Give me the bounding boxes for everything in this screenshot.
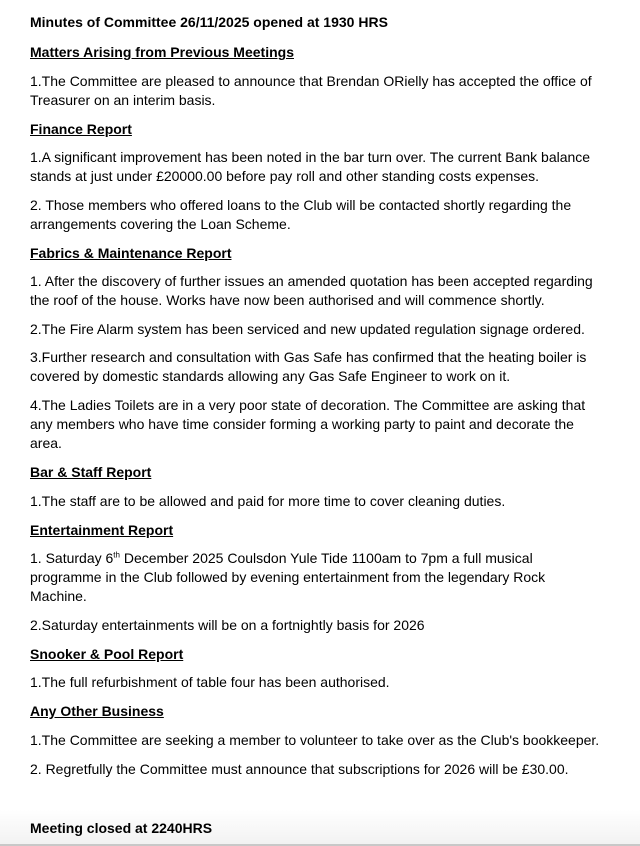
superscript: th: [113, 550, 120, 560]
paragraph: 1.The staff are to be allowed and paid for more time to cover cleaning duties.: [30, 493, 506, 509]
paragraph: 1. After the discovery of further issues an amended quotation has been accepted regarding the roof of the house. Works have now been authorised and will commence shortly.: [30, 273, 593, 308]
heading-finance-report: Finance Report: [30, 121, 132, 137]
paragraph: 2.The Fire Alarm system has been serviced and new updated regulation signage ordered.: [30, 321, 585, 337]
document-title: Minutes of Committee 26/11/2025 opened at 1930 HRS: [30, 14, 388, 30]
heading-entertainment-report: Entertainment Report: [30, 522, 174, 538]
paragraph: 1.The full refurbishment of table four has been authorised.: [30, 674, 390, 690]
paragraph: 1.The Committee are pleased to announce that Brendan ORielly has accepted the office of Treasurer on an interim basis.: [30, 73, 592, 108]
paragraph: 3.Further research and consultation with Gas Safe has confirmed that the heating boiler is covered by domestic standards allowing any Gas Safe Engineer to work on it.: [30, 349, 587, 384]
paragraph: 4.The Ladies Toilets are in a very poor state of decoration. The Committee are asking that any members who have time consider forming a working party to paint and decorate the area.: [30, 397, 586, 451]
heading-any-other-business: Any Other Business: [30, 703, 164, 719]
paragraph: 1.The Committee are seeking a member to volunteer to take over as the Club's bookkeeper.: [30, 732, 600, 748]
paragraph: 1.A significant improvement has been noted in the bar turn over. The current Bank balance stands at just under £20000.00 before pay roll and other standing costs expenses.: [30, 149, 591, 184]
paragraph: [30, 549, 605, 606]
heading-bar-staff-report: Bar & Staff Report: [30, 464, 152, 480]
meeting-closed-text: Meeting closed at 2240HRS: [30, 820, 213, 836]
paragraph: 2.Saturday entertainments will be on a fortnightly basis for 2026: [30, 617, 425, 633]
text: 1. Saturday 6: [30, 550, 114, 566]
heading-fabrics-maintenance: Fabrics & Maintenance Report: [30, 245, 232, 261]
paragraph: 2. Regretfully the Committee must announce that subscriptions for 2026 will be £30.00.: [30, 761, 569, 777]
text: December 2025 Coulsdon Yule Tide 1100am to 7pm a full musical programme in the Club followed by evening entertainment from the legendary Rock Machine.: [30, 550, 546, 604]
heading-snooker-pool-report: Snooker & Pool Report: [30, 646, 184, 662]
heading-matters-arising: Matters Arising from Previous Meetings: [30, 44, 294, 60]
paragraph: 2. Those members who offered loans to the Club will be contacted shortly regarding the arrangements covering the Loan Scheme.: [30, 197, 572, 232]
